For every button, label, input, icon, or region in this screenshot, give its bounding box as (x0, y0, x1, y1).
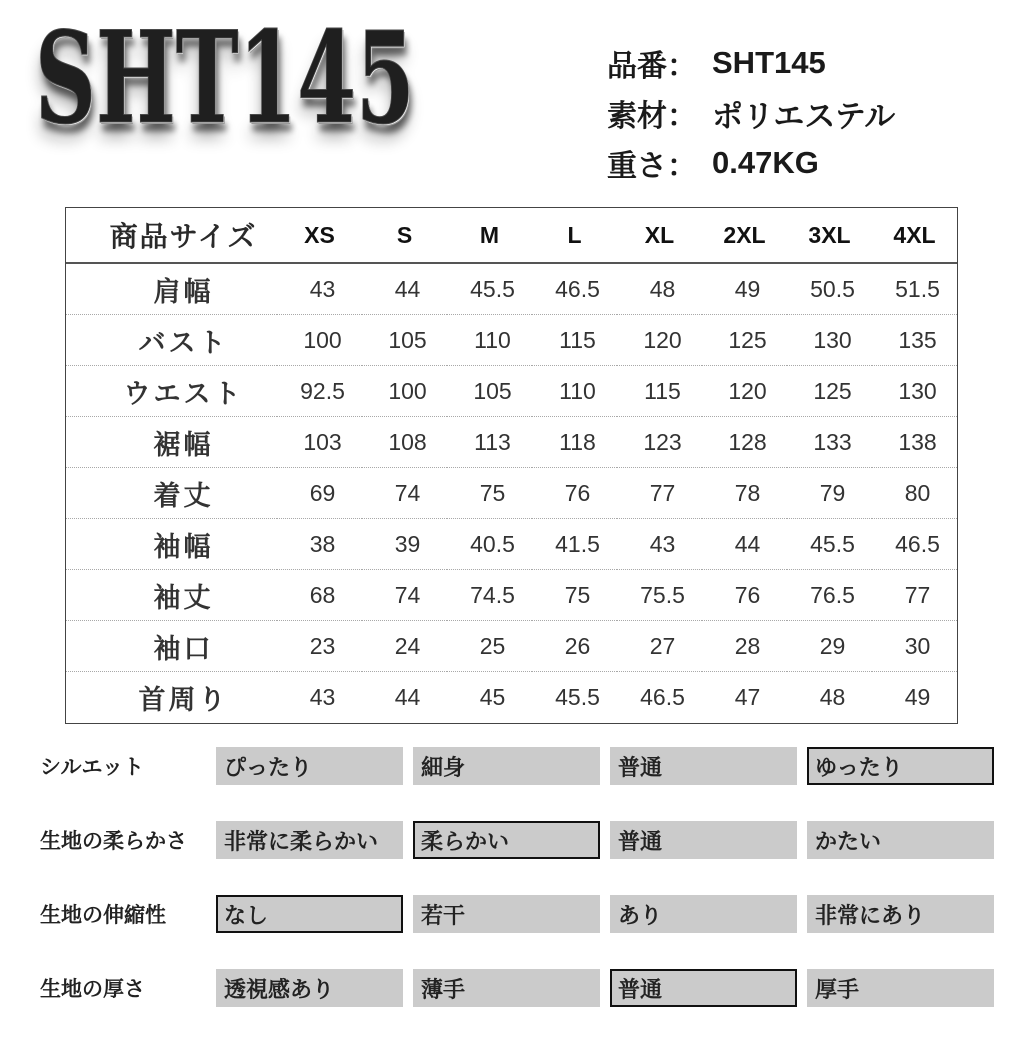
measure-value: 113 (447, 417, 532, 468)
attribute-option-selected: 柔らかい (413, 821, 600, 859)
measure-value: 108 (362, 417, 447, 468)
measure-value: 23 (277, 621, 362, 672)
size-header-cell: L (532, 208, 617, 264)
measure-value: 43 (617, 519, 702, 570)
attribute-option: 厚手 (807, 969, 994, 1007)
fabric-attributes (40, 747, 1004, 1043)
measure-value: 47 (734, 684, 761, 710)
measure-value: 45.5 (787, 519, 872, 570)
measure-value: 44 (362, 264, 447, 315)
measure-value: 45 (479, 684, 506, 710)
attribute-label: 生地の伸縮性 (40, 903, 166, 927)
measure-value: 44 (702, 519, 787, 570)
attribute-option: 普通 (610, 821, 797, 859)
attribute-label: シルエット (40, 755, 145, 779)
spec-label: 重さ： (607, 149, 697, 184)
measure-value: 76 (532, 468, 617, 519)
measure-value: 75 (532, 570, 617, 621)
attribute-row (40, 969, 1004, 1007)
attribute-option: 透視感あり (216, 969, 403, 1007)
measure-value: 125 (702, 315, 787, 366)
spec-row-material (607, 88, 895, 138)
measure-value: 130 (872, 366, 957, 417)
size-table (65, 207, 958, 724)
measure-value: 105 (447, 366, 532, 417)
measure-value: 68 (277, 570, 362, 621)
attribute-option: 普通 (610, 747, 797, 785)
size-header-cell: S (362, 208, 447, 264)
measure-value: 75.5 (617, 570, 702, 621)
attribute-option: 若干 (413, 895, 600, 933)
measure-value: 133 (787, 417, 872, 468)
measure-label: 肩幅 (66, 264, 277, 315)
measure-value: 115 (617, 366, 702, 417)
measure-value: 38 (277, 519, 362, 570)
attribute-option: 非常に柔らかい (216, 821, 403, 859)
attribute-option-selected: なし (216, 895, 403, 933)
measure-value: 25 (447, 621, 532, 672)
measure-label: 袖口 (66, 621, 277, 672)
measure-value: 77 (617, 468, 702, 519)
attribute-row (40, 821, 1004, 859)
attribute-option-selected: 普通 (610, 969, 797, 1007)
attribute-option: 細身 (413, 747, 600, 785)
spec-label: 品番： (607, 49, 697, 84)
measure-value: 115 (532, 315, 617, 366)
measure-value: 41.5 (532, 519, 617, 570)
measure-value: 45.5 (447, 264, 532, 315)
product-code-title: SHT145 (35, 4, 415, 152)
measure-value: 39 (362, 519, 447, 570)
measure-value: 110 (447, 315, 532, 366)
measure-label: バスト (66, 315, 277, 366)
size-header-cell: 3XL (787, 208, 872, 264)
measure-value: 110 (532, 366, 617, 417)
measure-label: ウエスト (66, 366, 277, 417)
measure-value: 120 (617, 315, 702, 366)
measure-value: 48 (819, 684, 846, 710)
measure-value: 46.5 (872, 519, 957, 570)
attribute-option-selected: ゆったり (807, 747, 994, 785)
attribute-option: 薄手 (413, 969, 600, 1007)
spec-value: 0.47KG (712, 145, 819, 180)
measure-value: 27 (617, 621, 702, 672)
size-header-cell: 4XL (872, 208, 957, 264)
measure-value: 92.5 (277, 366, 362, 417)
measure-value: 120 (702, 366, 787, 417)
spec-list (607, 38, 895, 188)
spec-value: ポリエステル (712, 98, 896, 134)
measure-value: 51.5 (872, 264, 957, 315)
measure-value: 74 (362, 468, 447, 519)
size-header-cell: XL (617, 208, 702, 264)
measure-value: 24 (362, 621, 447, 672)
measure-label: 着丈 (66, 468, 277, 519)
measure-value: 138 (872, 417, 957, 468)
spec-value: SHT145 (712, 45, 826, 80)
measure-value: 103 (277, 417, 362, 468)
measure-value: 69 (277, 468, 362, 519)
attribute-label: 生地の厚さ (40, 977, 145, 1001)
spec-label: 素材： (607, 99, 697, 134)
measure-value: 77 (872, 570, 957, 621)
measure-label: 袖幅 (66, 519, 277, 570)
measure-value: 26 (532, 621, 617, 672)
size-header-label: 商品サイズ (66, 208, 277, 264)
measure-value: 28 (702, 621, 787, 672)
measure-value: 29 (787, 621, 872, 672)
measure-value: 46.5 (640, 684, 685, 710)
measure-value: 78 (702, 468, 787, 519)
attribute-row (40, 747, 1004, 785)
measure-value: 74.5 (447, 570, 532, 621)
measure-value: 125 (787, 366, 872, 417)
measure-value: 75 (447, 468, 532, 519)
measure-value: 43 (309, 684, 336, 710)
attribute-option: かたい (807, 821, 994, 859)
measure-value: 46.5 (532, 264, 617, 315)
measure-value: 135 (872, 315, 957, 366)
spec-row-weight (607, 138, 895, 188)
measure-value: 128 (702, 417, 787, 468)
measure-value: 49 (702, 264, 787, 315)
attribute-option: あり (610, 895, 797, 933)
attribute-option: 非常にあり (807, 895, 994, 933)
size-header-cell: XS (277, 208, 362, 264)
measure-value: 43 (277, 264, 362, 315)
measure-value: 49 (904, 684, 931, 710)
measure-label: 首周り (138, 685, 229, 716)
measure-value: 45.5 (555, 684, 600, 710)
measure-value: 100 (277, 315, 362, 366)
measure-value: 50.5 (787, 264, 872, 315)
measure-value: 44 (394, 684, 421, 710)
measure-value: 100 (362, 366, 447, 417)
measure-value: 123 (617, 417, 702, 468)
measure-value: 74 (362, 570, 447, 621)
attribute-row (40, 895, 1004, 933)
measure-value: 76 (702, 570, 787, 621)
measure-value: 80 (872, 468, 957, 519)
measure-value: 105 (362, 315, 447, 366)
measure-value: 30 (872, 621, 957, 672)
spec-row-product-code (607, 38, 895, 88)
measure-value: 79 (787, 468, 872, 519)
attribute-label: 生地の柔らかさ (40, 829, 187, 853)
measure-value: 48 (617, 264, 702, 315)
measure-label: 裾幅 (66, 417, 277, 468)
measure-value: 118 (532, 417, 617, 468)
size-header-cell: 2XL (702, 208, 787, 264)
size-header-cell: M (447, 208, 532, 264)
measure-value: 130 (787, 315, 872, 366)
measure-value: 40.5 (447, 519, 532, 570)
measure-label: 袖丈 (66, 570, 277, 621)
measure-value: 76.5 (787, 570, 872, 621)
attribute-option: ぴったり (216, 747, 403, 785)
